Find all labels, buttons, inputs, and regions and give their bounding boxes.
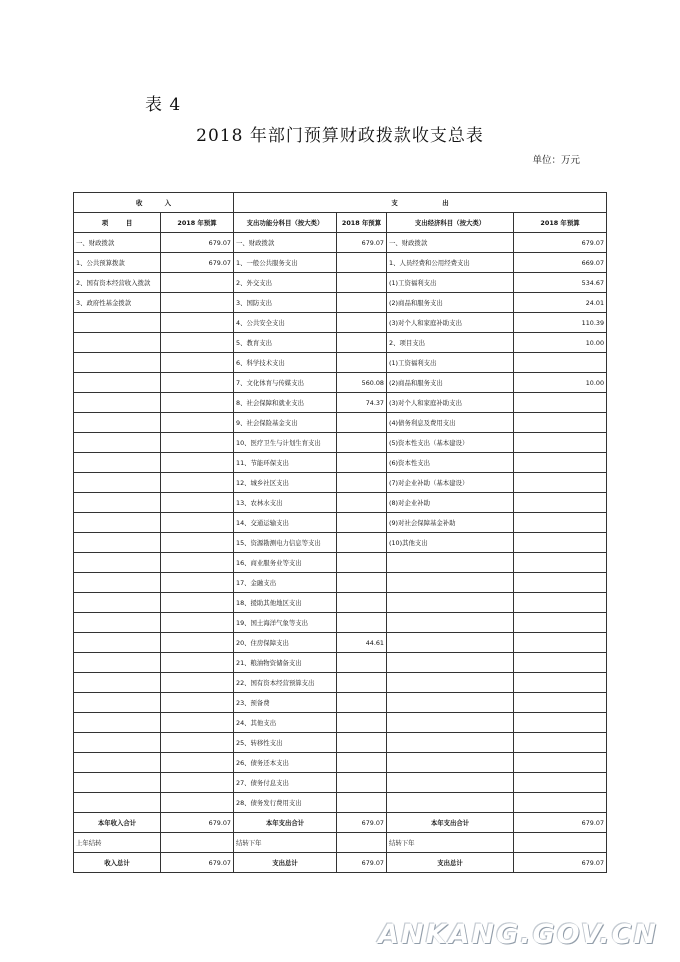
func-budget	[337, 433, 387, 453]
econ-item	[387, 593, 514, 613]
econ-budget	[514, 693, 607, 713]
econ-item: (4)债务利息及费用支出	[387, 413, 514, 433]
econ-item	[387, 633, 514, 653]
income-budget	[161, 653, 234, 673]
econ-item: (7)对企业补助（基本建设）	[387, 473, 514, 493]
table-row	[74, 673, 607, 693]
func-budget	[337, 473, 387, 493]
col-header-item: 项 目	[74, 213, 161, 233]
func-budget	[337, 293, 387, 313]
exp-total-value: 679.07	[337, 813, 387, 833]
econ-item: 2、项目支出	[387, 333, 514, 353]
econ-budget	[514, 433, 607, 453]
func-budget: 74.37	[337, 393, 387, 413]
budget-table	[73, 192, 607, 873]
income-item: 3、政府性基金拨款	[74, 293, 161, 313]
income-budget	[161, 313, 234, 333]
income-item	[74, 493, 161, 513]
income-item	[74, 733, 161, 753]
grand-exp-value: 679.07	[337, 853, 387, 873]
income-item	[74, 373, 161, 393]
func-budget: 679.07	[337, 233, 387, 253]
income-item: 一、财政拨款	[74, 233, 161, 253]
econ-budget	[514, 353, 607, 373]
func-item: 12、城乡社区支出	[234, 473, 337, 493]
func-budget	[337, 453, 387, 473]
income-item	[74, 453, 161, 473]
income-item	[74, 513, 161, 533]
income-budget	[161, 713, 234, 733]
func-item: 15、资源勘测电力信息等支出	[234, 533, 337, 553]
func-item: 18、援助其他地区支出	[234, 593, 337, 613]
econ-budget: 110.39	[514, 313, 607, 333]
econ-item	[387, 773, 514, 793]
func-item: 19、国土海洋气象等支出	[234, 613, 337, 633]
func-item: 8、社会保障和就业支出	[234, 393, 337, 413]
income-item	[74, 533, 161, 553]
income-item: 2、国有资本经营收入拨款	[74, 273, 161, 293]
func-budget	[337, 573, 387, 593]
func-item: 2、外交支出	[234, 273, 337, 293]
econ-item	[387, 553, 514, 573]
econ-budget	[514, 673, 607, 693]
func-budget	[337, 753, 387, 773]
econ-item: (2)商品和服务支出	[387, 293, 514, 313]
income-item	[74, 753, 161, 773]
econ-item	[387, 653, 514, 673]
annual-total-row	[74, 813, 607, 833]
econ-item	[387, 733, 514, 753]
func-item: 23、预备费	[234, 693, 337, 713]
econ-item: (5)资本性支出（基本建设）	[387, 433, 514, 453]
econ-budget	[514, 713, 607, 733]
func-item: 17、金融支出	[234, 573, 337, 593]
table-row	[74, 593, 607, 613]
grand-total-row	[74, 853, 607, 873]
watermark-logo: ANKANG.GOV.CN	[378, 919, 658, 950]
table-row	[74, 613, 607, 633]
func-item: 24、其他支出	[234, 713, 337, 733]
income-budget	[161, 613, 234, 633]
carry-out-value	[337, 833, 387, 853]
econ-budget	[514, 613, 607, 633]
table-row	[74, 333, 607, 353]
econ-item: (2)商品和服务支出	[387, 373, 514, 393]
income-budget	[161, 273, 234, 293]
col-header-budget: 2018 年预算	[514, 213, 607, 233]
econ-budget: 10.00	[514, 373, 607, 393]
table-row	[74, 353, 607, 373]
income-item	[74, 613, 161, 633]
func-budget	[337, 733, 387, 753]
income-item	[74, 713, 161, 733]
econ-budget	[514, 733, 607, 753]
func-item: 28、债务发行费用支出	[234, 793, 337, 813]
econ-item	[387, 793, 514, 813]
table-row	[74, 233, 607, 253]
econ-budget: 10.00	[514, 333, 607, 353]
table-row	[74, 453, 607, 473]
carry-in-value	[161, 833, 234, 853]
table-row	[74, 313, 607, 333]
econ-budget	[514, 573, 607, 593]
func-budget	[337, 713, 387, 733]
income-total-label: 本年收入合计	[74, 813, 161, 833]
econ-budget: 669.07	[514, 253, 607, 273]
income-item	[74, 573, 161, 593]
func-budget	[337, 673, 387, 693]
income-item	[74, 593, 161, 613]
table-row	[74, 273, 607, 293]
econ-budget: 534.67	[514, 273, 607, 293]
table-number-label: 表 4	[145, 95, 182, 115]
income-budget	[161, 453, 234, 473]
econ-item: (3)对个人和家庭补助支出	[387, 313, 514, 333]
func-budget	[337, 253, 387, 273]
income-item	[74, 333, 161, 353]
grand-income-label: 收入总计	[74, 853, 161, 873]
income-item	[74, 413, 161, 433]
expenditure-section-header: 支 出	[234, 193, 607, 213]
table-row	[74, 573, 607, 593]
income-budget	[161, 593, 234, 613]
income-budget	[161, 353, 234, 373]
income-item	[74, 313, 161, 333]
income-budget	[161, 373, 234, 393]
econ-budget: 679.07	[514, 233, 607, 253]
func-budget	[337, 773, 387, 793]
func-item: 11、节能环保支出	[234, 453, 337, 473]
income-item	[74, 653, 161, 673]
econ-budget	[514, 773, 607, 793]
table-row	[74, 393, 607, 413]
econ-item: (10)其他支出	[387, 533, 514, 553]
col-header-func: 支出功能分科目（按大类）	[234, 213, 337, 233]
econ-budget: 24.01	[514, 293, 607, 313]
income-item	[74, 433, 161, 453]
income-item	[74, 693, 161, 713]
econ-budget	[514, 513, 607, 533]
income-budget	[161, 333, 234, 353]
econ-item: (1)工资福利支出	[387, 273, 514, 293]
column-header-row	[74, 213, 607, 233]
econ-item: (6)资本性支出	[387, 453, 514, 473]
section-header-row	[74, 193, 607, 213]
page-title: 2018 年部门预算财政拨款收支总表	[196, 126, 484, 146]
econ-budget	[514, 753, 607, 773]
table-row	[74, 773, 607, 793]
func-item: 14、交通运输支出	[234, 513, 337, 533]
income-item	[74, 393, 161, 413]
table-row	[74, 473, 607, 493]
income-budget	[161, 293, 234, 313]
func-item: 13、农林水支出	[234, 493, 337, 513]
income-section-header: 收 入	[74, 193, 234, 213]
func-budget: 560.08	[337, 373, 387, 393]
table-row	[74, 553, 607, 573]
func-item: 26、债务还本支出	[234, 753, 337, 773]
econ-budget	[514, 593, 607, 613]
econ-budget	[514, 653, 607, 673]
func-budget	[337, 333, 387, 353]
table-row	[74, 793, 607, 813]
income-budget	[161, 733, 234, 753]
table-row	[74, 373, 607, 393]
func-item: 7、文化体育与传媒支出	[234, 373, 337, 393]
func-item: 4、公共安全支出	[234, 313, 337, 333]
col-header-budget: 2018 年预算	[337, 213, 387, 233]
econ-budget	[514, 533, 607, 553]
func-budget	[337, 493, 387, 513]
grand-exp-label: 支出总计	[234, 853, 337, 873]
table-row	[74, 293, 607, 313]
table-row	[74, 693, 607, 713]
table-row	[74, 733, 607, 753]
carry-in-label: 上年结转	[74, 833, 161, 853]
income-budget	[161, 793, 234, 813]
table-row	[74, 493, 607, 513]
income-budget: 679.07	[161, 253, 234, 273]
econ-item: (8)对企业补助	[387, 493, 514, 513]
income-item	[74, 793, 161, 813]
econ-total-label: 本年支出合计	[387, 813, 514, 833]
func-item: 10、医疗卫生与计划生育支出	[234, 433, 337, 453]
func-budget	[337, 533, 387, 553]
income-budget	[161, 673, 234, 693]
econ-item: (1)工资福利支出	[387, 353, 514, 373]
income-item	[74, 473, 161, 493]
income-budget	[161, 573, 234, 593]
table-row	[74, 653, 607, 673]
income-budget	[161, 513, 234, 533]
econ-item: (3)对个人和家庭补助支出	[387, 393, 514, 413]
income-item	[74, 673, 161, 693]
func-item: 21、粮油物资储备支出	[234, 653, 337, 673]
func-budget	[337, 793, 387, 813]
table-row	[74, 253, 607, 273]
econ-budget	[514, 553, 607, 573]
func-budget	[337, 653, 387, 673]
income-budget	[161, 633, 234, 653]
econ-item: (9)对社会保障基金补助	[387, 513, 514, 533]
econ-budget	[514, 413, 607, 433]
func-item: 22、国有资本经营预算支出	[234, 673, 337, 693]
econ-item: 1、人员经费和公用经费支出	[387, 253, 514, 273]
col-header-budget: 2018 年预算	[161, 213, 234, 233]
income-budget	[161, 533, 234, 553]
income-item	[74, 773, 161, 793]
econ-item	[387, 573, 514, 593]
income-budget	[161, 773, 234, 793]
income-total-value: 679.07	[161, 813, 234, 833]
income-item: 1、公共预算拨款	[74, 253, 161, 273]
func-item: 3、国防支出	[234, 293, 337, 313]
econ-item	[387, 693, 514, 713]
econ-budget	[514, 493, 607, 513]
exp-total-label: 本年支出合计	[234, 813, 337, 833]
income-budget	[161, 693, 234, 713]
func-item: 27、债务付息支出	[234, 773, 337, 793]
func-budget	[337, 353, 387, 373]
func-budget	[337, 693, 387, 713]
econ-item: 一、财政拨款	[387, 233, 514, 253]
income-budget	[161, 413, 234, 433]
income-item	[74, 633, 161, 653]
func-item: 5、教育支出	[234, 333, 337, 353]
econ-budget	[514, 393, 607, 413]
income-budget: 679.07	[161, 233, 234, 253]
grand-econ-value: 679.07	[514, 853, 607, 873]
func-item: 1、一般公共服务支出	[234, 253, 337, 273]
table-row	[74, 433, 607, 453]
econ-item	[387, 753, 514, 773]
func-item: 20、住房保障支出	[234, 633, 337, 653]
econ-budget	[514, 453, 607, 473]
econ-budget	[514, 473, 607, 493]
table-row	[74, 633, 607, 653]
func-budget	[337, 513, 387, 533]
income-budget	[161, 753, 234, 773]
table-row	[74, 533, 607, 553]
func-budget	[337, 613, 387, 633]
grand-econ-label: 支出总计	[387, 853, 514, 873]
unit-label: 单位：万元	[532, 155, 580, 166]
func-item: 一、财政拨款	[234, 233, 337, 253]
income-budget	[161, 553, 234, 573]
func-item: 25、转移性支出	[234, 733, 337, 753]
carry-out-label-econ: 结转下年	[387, 833, 514, 853]
income-item	[74, 553, 161, 573]
table-row	[74, 413, 607, 433]
func-item: 16、商业服务业等支出	[234, 553, 337, 573]
econ-item	[387, 713, 514, 733]
econ-budget	[514, 633, 607, 653]
func-item: 6、科学技术支出	[234, 353, 337, 373]
econ-item	[387, 673, 514, 693]
income-budget	[161, 473, 234, 493]
func-budget: 44.61	[337, 633, 387, 653]
table-row	[74, 753, 607, 773]
func-budget	[337, 413, 387, 433]
carry-row	[74, 833, 607, 853]
income-item	[74, 353, 161, 373]
income-budget	[161, 493, 234, 513]
func-budget	[337, 553, 387, 573]
table-row	[74, 513, 607, 533]
grand-income-value: 679.07	[161, 853, 234, 873]
carry-out-label: 结转下年	[234, 833, 337, 853]
col-header-econ: 支出经济科目（按大类）	[387, 213, 514, 233]
econ-budget	[514, 793, 607, 813]
carry-out-value-econ	[514, 833, 607, 853]
func-budget	[337, 593, 387, 613]
econ-item	[387, 613, 514, 633]
func-budget	[337, 273, 387, 293]
income-budget	[161, 393, 234, 413]
func-budget	[337, 313, 387, 333]
income-budget	[161, 433, 234, 453]
func-item: 9、社会保险基金支出	[234, 413, 337, 433]
table-row	[74, 713, 607, 733]
econ-total-value: 679.07	[514, 813, 607, 833]
